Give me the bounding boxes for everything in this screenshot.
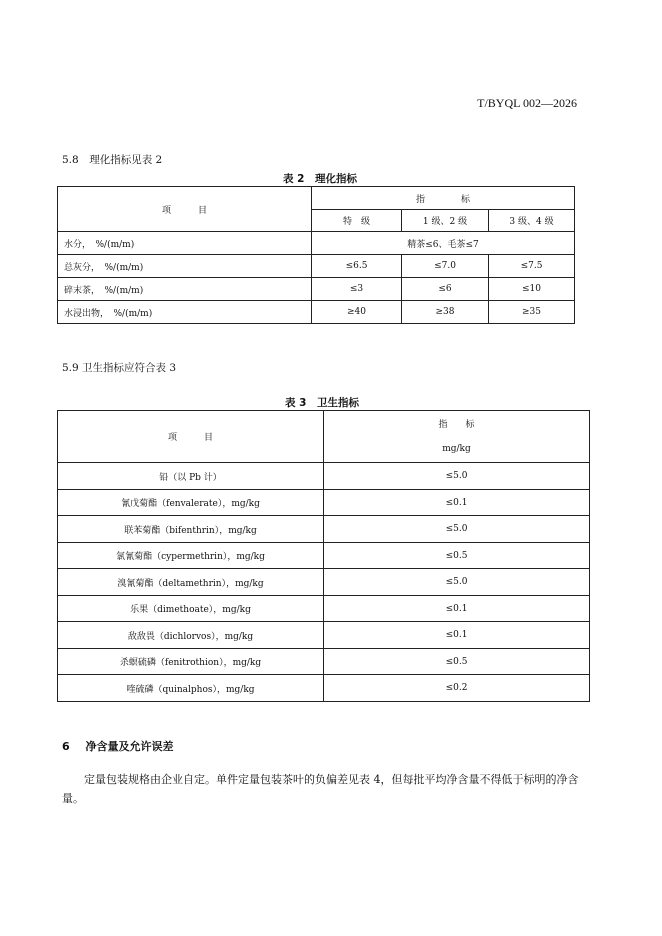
table-2-grade-1: 特 级 bbox=[312, 210, 402, 232]
section-6-heading bbox=[62, 738, 174, 754]
table-2 bbox=[57, 186, 575, 324]
table-3-header-unit: mg/kg bbox=[324, 437, 590, 463]
table-3-row-item: 敌敌畏（dichlorvos），mg/kg bbox=[58, 622, 324, 649]
section-5-9-heading: 5.9 卫生指标应符合表 3 bbox=[62, 362, 177, 374]
table-3-cell: ≤0.1 bbox=[324, 596, 590, 622]
table-2-cell: ≤7.5 bbox=[489, 255, 575, 278]
table-3 bbox=[57, 410, 590, 702]
table-3-header-item: 项 目 bbox=[58, 411, 324, 463]
section-6-title: 净含量及允许误差 bbox=[85, 740, 174, 753]
table-2-grade-2: 1 级、2 级 bbox=[402, 210, 489, 232]
table-2-cell: ≤10 bbox=[489, 278, 575, 301]
table-3-row-item: 铅（以 Pb 计） bbox=[58, 463, 324, 490]
table-3-row-item: 喹硫磷（quinalphos），mg/kg bbox=[58, 675, 324, 702]
section-5-8-heading: 5.8 理化指标见表 2 bbox=[62, 154, 163, 166]
table-2-cell: ≤7.0 bbox=[402, 255, 489, 278]
table-3-row-item: 氯氰菊酯（cypermethrin），mg/kg bbox=[58, 543, 324, 569]
table-3-cell: ≤5.0 bbox=[324, 463, 590, 490]
table-3-cell: ≤0.2 bbox=[324, 675, 590, 702]
table-3-row-item: 溴氰菊酯（deltamethrin），mg/kg bbox=[58, 569, 324, 596]
table-3-header-index: 指 标 bbox=[324, 411, 590, 437]
table-3-cell: ≤5.0 bbox=[324, 569, 590, 596]
section-6-number: 6 bbox=[62, 740, 70, 753]
table-2-cell: ≤6 bbox=[402, 278, 489, 301]
table-2-row-item: 水浸出物， %/(m/m) bbox=[58, 301, 312, 324]
table-2-caption: 表 2 理化指标 bbox=[283, 173, 357, 185]
document-id: T/BYQL 002—2026 bbox=[477, 96, 577, 110]
table-2-row-item: 碎末茶， %/(m/m) bbox=[58, 278, 312, 301]
table-2-cell: ≥35 bbox=[489, 301, 575, 324]
table-2-cell: ≥40 bbox=[312, 301, 402, 324]
table-3-row-item: 联苯菊酯（bifenthrin），mg/kg bbox=[58, 516, 324, 543]
table-3-cell: ≤0.1 bbox=[324, 490, 590, 516]
table-3-caption: 表 3 卫生指标 bbox=[285, 397, 359, 409]
table-3-cell: ≤0.5 bbox=[324, 649, 590, 675]
table-2-header-item: 项 目 bbox=[58, 187, 312, 232]
table-3-row-item: 杀螟硫磷（fenitrothion），mg/kg bbox=[58, 649, 324, 675]
table-2-cell: ≥38 bbox=[402, 301, 489, 324]
table-3-row-item: 乐果（dimethoate），mg/kg bbox=[58, 596, 324, 622]
table-2-header-index: 指 标 bbox=[312, 187, 575, 210]
table-2-cell: ≤6.5 bbox=[312, 255, 402, 278]
table-3-cell: ≤0.1 bbox=[324, 622, 590, 649]
table-3-cell: ≤0.5 bbox=[324, 543, 590, 569]
table-3-cell: ≤5.0 bbox=[324, 516, 590, 543]
section-6-paragraph: 定量包装规格由企业自定。单件定量包装茶叶的负偏差见表 4，但每批平均净含量不得低于标明的净含量。 bbox=[62, 773, 579, 805]
table-2-row-item: 水分， %/(m/m) bbox=[58, 232, 312, 255]
table-2-cell: ≤3 bbox=[312, 278, 402, 301]
table-2-row-item: 总灰分， %/(m/m) bbox=[58, 255, 312, 278]
table-3-row-item: 氰戊菊酯（fenvalerate），mg/kg bbox=[58, 490, 324, 516]
table-2-grade-3: 3 级、4 级 bbox=[489, 210, 575, 232]
table-2-row-merged-value: 精茶≤6、毛茶≤7 bbox=[312, 232, 575, 255]
